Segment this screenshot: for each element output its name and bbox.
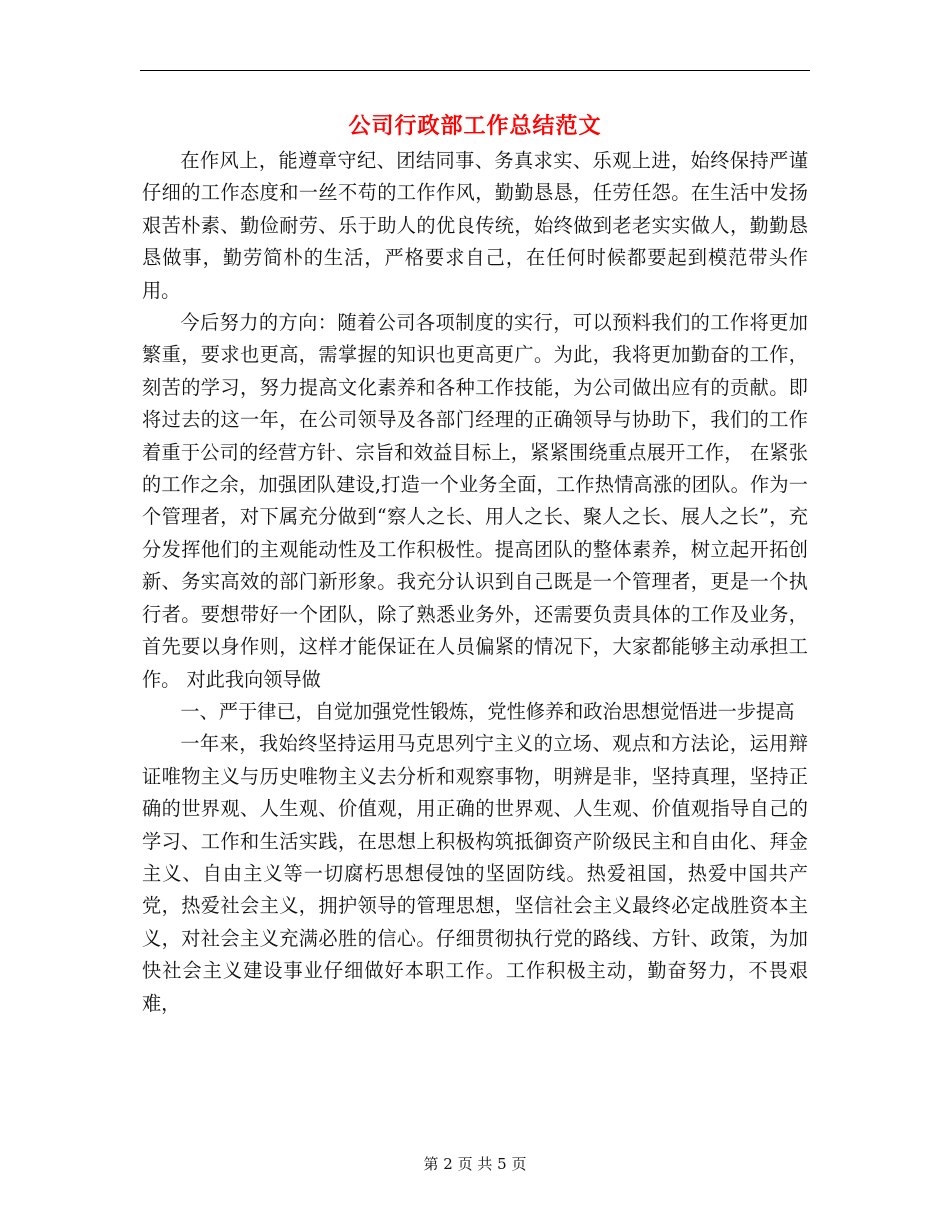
document-title: 公司行政部工作总结范文 xyxy=(348,113,602,139)
paragraph-political-study: 一年来，我始终坚持运用马克思列宁主义的立场、观点和方法论，运用辩证唯物主义与历史唯物主义去分析和观察事物，明辨是非，坚持真理，坚持正确的世界观、人生观、价值观，用正确的世界观、人生观、价值观指导自己的学习、工作和生活实践，在思想上积极构筑抵御资产阶级民主和自由化、拜金主义、自由主义等一切腐朽思想侵蚀的坚固防线。热爱祖国，热爱中国共产党，热爱社会主义，拥护领导的管理思想，坚信社会主义最终必定战胜资本主义，对社会主义充满必胜的信心。仔细贯彻执行党的路线、方针、政策，为加快社会主义建设事业仔细做好本职工作。工作积极主动，勤奋努力，不畏艰难， xyxy=(142,732,808,1015)
page-number: 第 2 页 共 5 页 xyxy=(423,1155,527,1173)
document-body xyxy=(142,145,808,1020)
header-rule xyxy=(140,70,810,71)
paragraph-future-direction: 今后努力的方向：随着公司各项制度的实行，可以预料我们的工作将更加繁重，要求也更高，需掌握的知识也更高更广。为此，我将更加勤奋的工作，刻苦的学习，努力提高文化素养和各种工作技能，为公司做出应有的贡献。即将过去的这一年，在公司领导及各部门经理的正确领导与协助下，我们的工作着重于公司的经营方针、宗旨和效益目标上，紧紧围绕重点展开工作， 在紧张的工作之余，加强团队建设,打造一个业务全面，工作热情高涨的团队。作为一个管理者，对下属充分做到“察人之长、用人之长、聚人之长、展人之长”，充分发挥他们的主观能动性及工作积极性。提高团队的整体素养，树立起开拓创新、务实高效的部门新形象。我充分认识到自己既是一个管理者，更是一个执行者。要想带好一个团队，除了熟悉业务外，还需要负责具体的工作及业务，首先要以身作则，这样才能保证在人员偏紧的情况下，大家都能够主动承担工作。 对此我向领导做 xyxy=(142,311,808,691)
paragraph-conduct: 在作风上，能遵章守纪、团结同事、务真求实、乐观上进，始终保持严谨仔细的工作态度和一丝不苟的工作作风，勤勤恳恳，任劳任怨。在生活中发扬艰苦朴素、勤俭耐劳、乐于助人的优良传统，始终做到老老实实做人，勤勤恳恳做事，勤劳简朴的生活，严格要求自己，在任何时候都要起到模范带头作用。 xyxy=(142,149,808,302)
section-heading-1: 一、严于律已，自觉加强党性锻炼，党性修养和政治思想觉悟进一步提高 xyxy=(180,699,795,723)
